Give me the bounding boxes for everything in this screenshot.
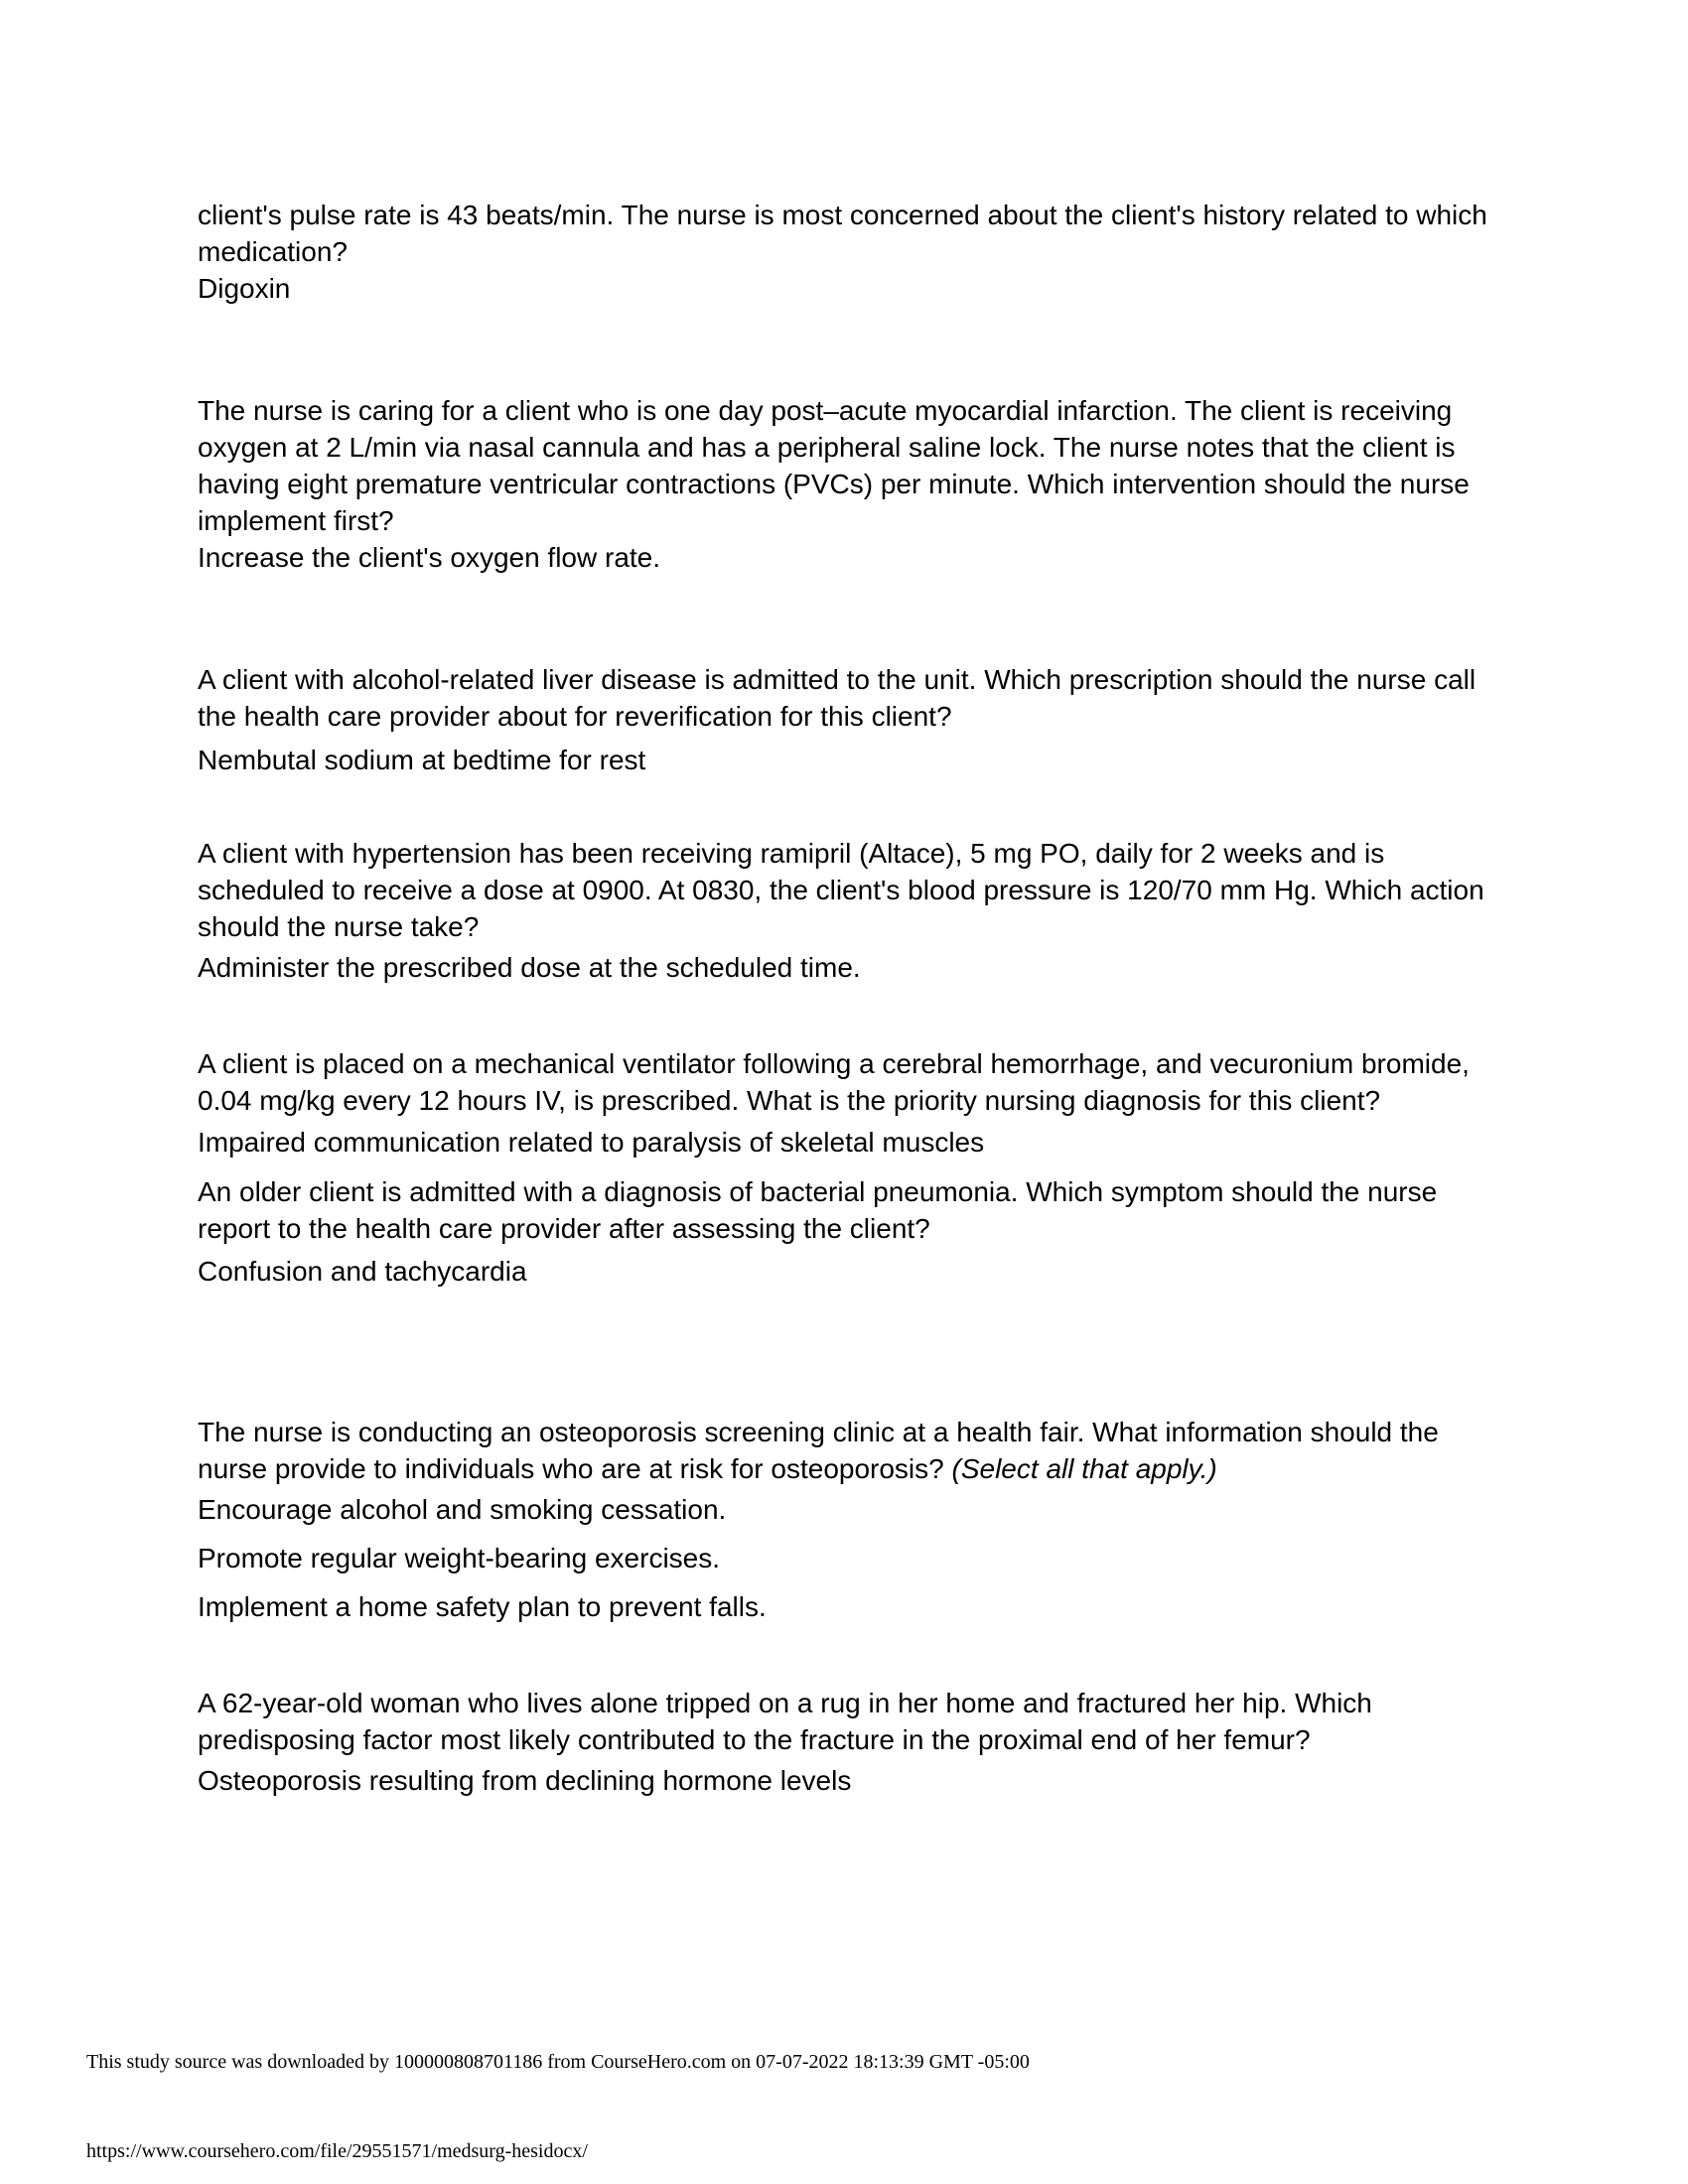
qa-block-7 [198, 1414, 1488, 1625]
answer-text: Increase the client's oxygen flow rate. [198, 542, 661, 573]
question-text: A 62-year-old woman who lives alone tripped on a rug in her home and fractured her hip. Which predisposing factor most likely contributed to the fracture in the proximal end of her femur? [198, 1688, 1372, 1755]
answer-text: Administer the prescribed dose at the scheduled time. [198, 952, 861, 983]
answer-text: Digoxin [198, 273, 291, 304]
question-text: A client with hypertension has been receiving ramipril (Altace), 5 mg PO, daily for 2 weeks and is scheduled to receive a dose at 0900. At 0830, the client's blood pressure is 120/70 mm Hg. Which action should the nurse take? [198, 838, 1484, 942]
qa-block-5 [198, 1045, 1488, 1160]
question-text: client's pulse rate is 43 beats/min. The nurse is most concerned about the client's history related to which medication? [198, 200, 1487, 267]
answer-text: Implement a home safety plan to prevent falls. [198, 1591, 767, 1622]
select-all-note: (Select all that apply.) [951, 1453, 1217, 1484]
answer-text: Confusion and tachycardia [198, 1256, 527, 1287]
question-text: An older client is admitted with a diagnosis of bacterial pneumonia. Which symptom should the nurse report to the health care provider after assessing the client? [198, 1176, 1438, 1244]
answer-text: Promote regular weight-bearing exercises. [198, 1543, 721, 1573]
download-notice: This study source was downloaded by 100000808701186 from CourseHero.com on 07-07-2022 18:13:39 GMT -05:00 [86, 2051, 1030, 2073]
answer-text: Encourage alcohol and smoking cessation. [198, 1494, 727, 1525]
document-body [198, 197, 1488, 1799]
qa-block-1 [198, 197, 1488, 307]
question-text: A client with alcohol-related liver disease is admitted to the unit. Which prescription should the nurse call the health care provider about for reverification for this client? [198, 664, 1477, 732]
qa-block-6 [198, 1173, 1488, 1290]
source-url: https://www.coursehero.com/file/29551571/medsurg-hesidocx/ [86, 2140, 588, 2162]
answer-text: Osteoporosis resulting from declining hormone levels [198, 1765, 852, 1796]
question-text: The nurse is caring for a client who is one day post–acute myocardial infarction. The client is receiving oxygen at 2 L/min via nasal cannula and has a peripheral saline lock. The nurse notes that the client is having eight premature ventricular contractions (PVCs) per minute. Which intervention should the nurse implement first? [198, 395, 1470, 536]
qa-block-3 [198, 661, 1488, 778]
answer-text: Impaired communication related to paralysis of skeletal muscles [198, 1127, 985, 1158]
answer-text: Nembutal sodium at bedtime for rest [198, 745, 646, 775]
question-text-main: The nurse is conducting an osteoporosis screening clinic at a health fair. What information should the nurse provide to individuals who are at risk for osteoporosis? [198, 1417, 1439, 1484]
question-text: A client is placed on a mechanical ventilator following a cerebral hemorrhage, and vecuronium bromide, 0.04 mg/kg every 12 hours IV, is prescribed. What is the priority nursing diagnosis for this client? [198, 1048, 1470, 1116]
qa-block-8 [198, 1685, 1488, 1799]
qa-block-4 [198, 835, 1488, 986]
question-text [198, 1414, 1488, 1487]
qa-block-2 [198, 392, 1488, 576]
